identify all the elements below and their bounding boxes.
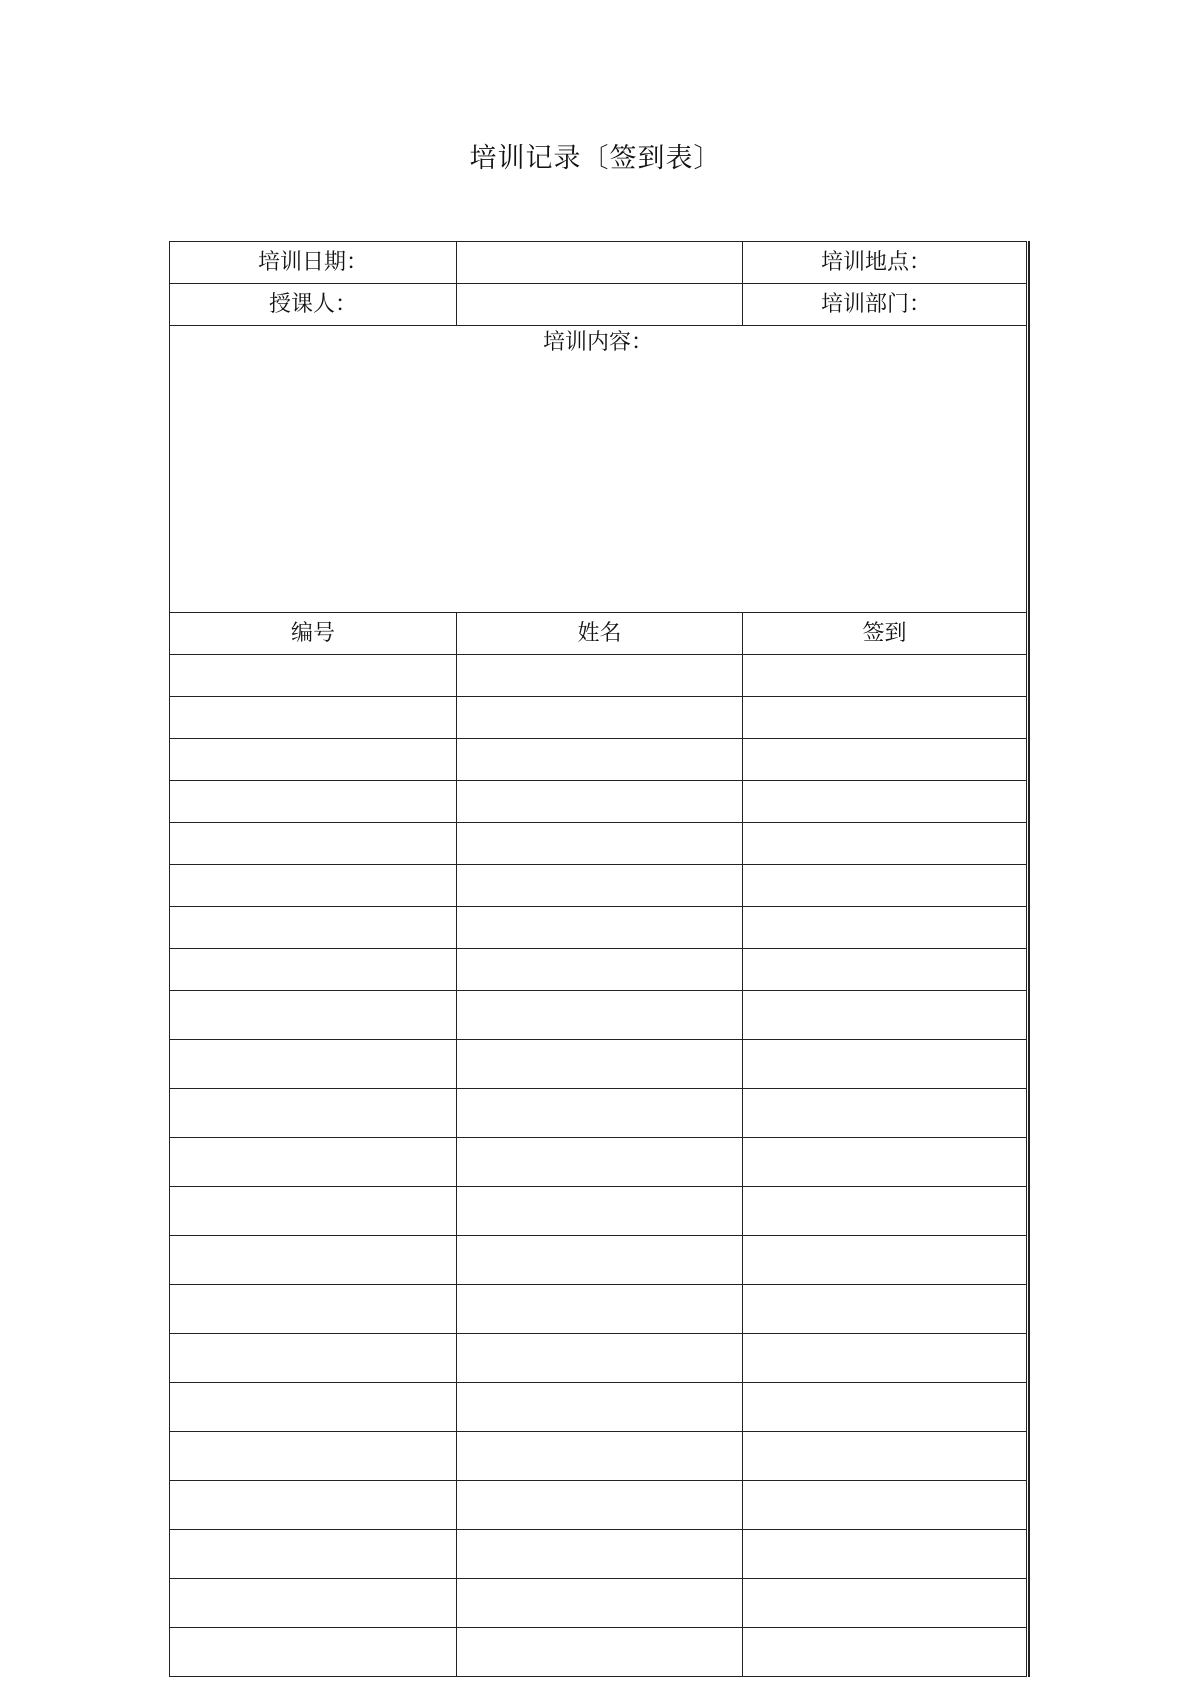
signature-cell[interactable] [743,907,1027,949]
table-row [170,1138,1027,1187]
instructor-field[interactable] [457,284,743,326]
table-row [170,655,1027,697]
table-row [170,823,1027,865]
signature-cell[interactable] [743,1481,1027,1530]
number-cell[interactable] [170,1285,457,1334]
number-cell[interactable] [170,991,457,1040]
content-field[interactable] [170,326,1027,613]
date-label: 培训日期： [170,242,457,284]
table-row [170,1432,1027,1481]
name-cell[interactable] [457,991,743,1040]
table-row [170,697,1027,739]
table-row [170,781,1027,823]
signature-cell[interactable] [743,1383,1027,1432]
signature-cell[interactable] [743,1334,1027,1383]
number-cell[interactable] [170,1530,457,1579]
info-row-instructor [170,284,1027,326]
signature-cell[interactable] [743,823,1027,865]
name-cell[interactable] [457,1481,743,1530]
name-cell[interactable] [457,1334,743,1383]
table-row [170,865,1027,907]
number-cell[interactable] [170,1236,457,1285]
name-cell[interactable] [457,1089,743,1138]
number-cell[interactable] [170,739,457,781]
table-row [170,1285,1027,1334]
table-row [170,1334,1027,1383]
number-cell[interactable] [170,1040,457,1089]
number-cell[interactable] [170,1481,457,1530]
number-cell[interactable] [170,781,457,823]
name-cell[interactable] [457,781,743,823]
name-cell[interactable] [457,1285,743,1334]
training-record-table [169,241,1027,1677]
name-cell[interactable] [457,1383,743,1432]
number-cell[interactable] [170,1628,457,1677]
location-label: 培训地点： [743,242,1027,284]
signature-cell[interactable] [743,1432,1027,1481]
department-label: 培训部门： [743,284,1027,326]
number-cell[interactable] [170,1089,457,1138]
table-row [170,949,1027,991]
signature-cell[interactable] [743,1285,1027,1334]
name-cell[interactable] [457,1579,743,1628]
signature-cell[interactable] [743,1040,1027,1089]
header-signature: 签到 [743,613,1027,655]
table-row [170,1579,1027,1628]
signature-cell[interactable] [743,865,1027,907]
name-cell[interactable] [457,949,743,991]
name-cell[interactable] [457,1530,743,1579]
signature-cell[interactable] [743,1089,1027,1138]
date-field[interactable] [457,242,743,284]
name-cell[interactable] [457,1187,743,1236]
table-row [170,1383,1027,1432]
signature-cell[interactable] [743,1628,1027,1677]
signature-cell[interactable] [743,655,1027,697]
content-label: 培训内容： [542,330,653,355]
info-row-date [170,242,1027,284]
number-cell[interactable] [170,655,457,697]
name-cell[interactable] [457,865,743,907]
number-cell[interactable] [170,1138,457,1187]
signature-cell[interactable] [743,697,1027,739]
table-row [170,1089,1027,1138]
table-row [170,1530,1027,1579]
table-row [170,1187,1027,1236]
number-cell[interactable] [170,1579,457,1628]
header-number: 编号 [170,613,457,655]
number-cell[interactable] [170,865,457,907]
content-row [170,326,1027,613]
number-cell[interactable] [170,1432,457,1481]
name-cell[interactable] [457,1432,743,1481]
signature-cell[interactable] [743,1579,1027,1628]
number-cell[interactable] [170,1383,457,1432]
name-cell[interactable] [457,1138,743,1187]
name-cell[interactable] [457,739,743,781]
name-cell[interactable] [457,1628,743,1677]
number-cell[interactable] [170,949,457,991]
number-cell[interactable] [170,1187,457,1236]
instructor-label: 授课人： [170,284,457,326]
number-cell[interactable] [170,823,457,865]
table-row [170,907,1027,949]
table-row [170,1628,1027,1677]
signature-cell[interactable] [743,991,1027,1040]
table-row [170,991,1027,1040]
page-title: 培训记录〔签到表〕 [469,143,722,174]
table-row [170,1481,1027,1530]
table-right-border-line [1028,241,1030,1677]
table-row [170,1040,1027,1089]
signature-cell[interactable] [743,1138,1027,1187]
sign-table-header [170,613,1027,655]
header-name: 姓名 [457,613,743,655]
name-cell[interactable] [457,1236,743,1285]
signature-cell[interactable] [743,739,1027,781]
number-cell[interactable] [170,907,457,949]
signature-cell[interactable] [743,1187,1027,1236]
signature-cell[interactable] [743,1236,1027,1285]
number-cell[interactable] [170,1334,457,1383]
signature-cell[interactable] [743,1530,1027,1579]
name-cell[interactable] [457,1040,743,1089]
number-cell[interactable] [170,697,457,739]
table-row [170,1236,1027,1285]
name-cell[interactable] [457,697,743,739]
sign-rows [170,655,1027,1677]
name-cell[interactable] [457,655,743,697]
name-cell[interactable] [457,907,743,949]
table-row [170,739,1027,781]
signature-cell[interactable] [743,781,1027,823]
signature-cell[interactable] [743,949,1027,991]
name-cell[interactable] [457,823,743,865]
